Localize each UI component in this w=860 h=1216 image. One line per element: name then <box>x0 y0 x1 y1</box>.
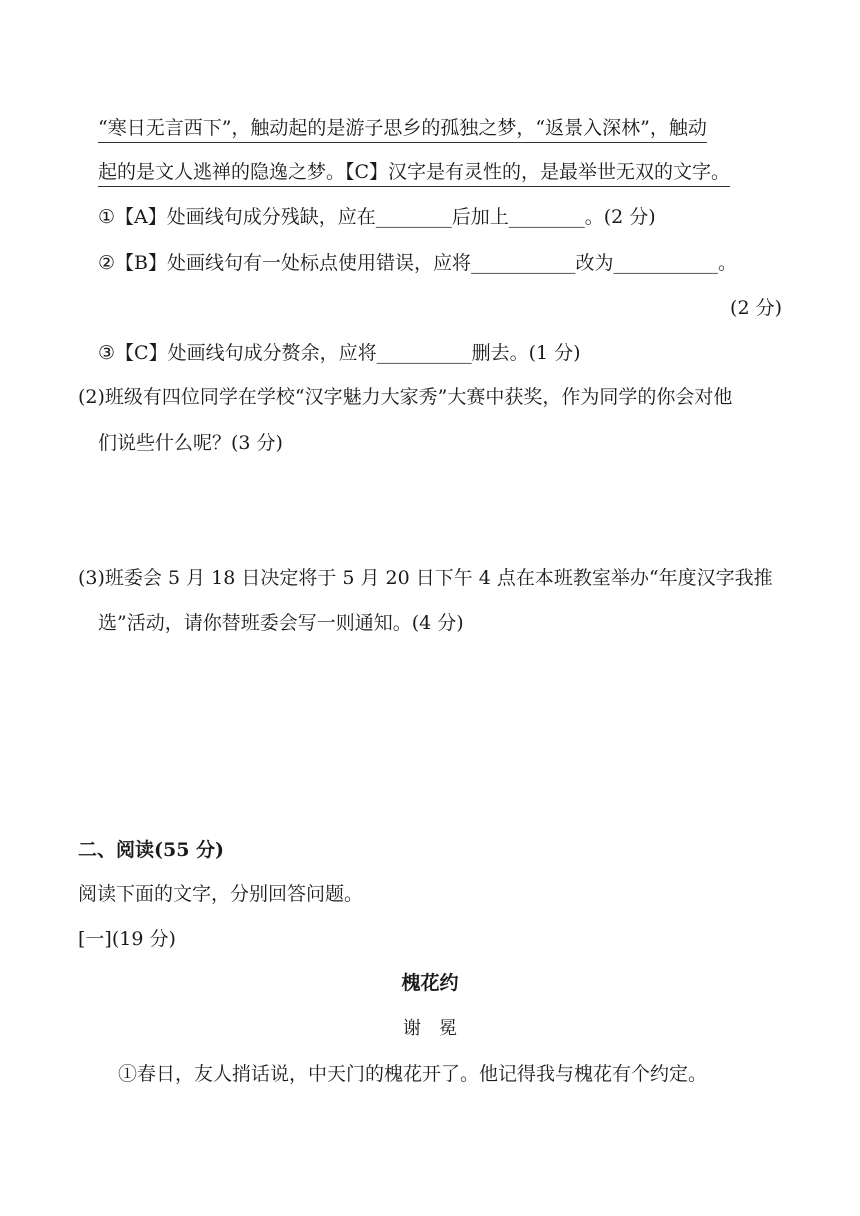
question-3-line-2: 选”活动，请你替班委会写一则通知。(4 分) <box>98 612 464 634</box>
passage-line-2 <box>98 160 730 184</box>
passage-line-1 <box>98 116 707 140</box>
question-item-1: ①【A】处画线句成分残缺，应在________后加上________。(2 分) <box>98 206 656 228</box>
underlined-sentence-b: “寒日无言西下”，触动起的是游子思乡的孤独之梦，“返景入深林”，触动 <box>98 117 707 143</box>
question-item-2: ②【B】处画线句有一处标点使用错误，应将___________改为___________。 <box>98 252 737 274</box>
article-author: 谢 冕 <box>403 1018 457 1039</box>
section-instruction: 阅读下面的文字，分别回答问题。 <box>78 883 364 905</box>
underlined-sentence-c: 起的是文人逃禅的隐逸之梦。【C】汉字是有灵性的，是最举世无双的文字。 <box>98 161 730 187</box>
question-item-2-score: (2 分) <box>730 297 782 319</box>
article-paragraph-1: ①春日，友人捎话说，中天门的槐花开了。他记得我与槐花有个约定。 <box>118 1063 708 1085</box>
question-2-line-1: (2)班级有四位同学在学校“汉字魅力大家秀”大赛中获奖，作为同学的你会对他 <box>78 386 733 408</box>
question-item-3: ③【C】处画线句成分赘余，应将__________删去。(1 分) <box>98 342 581 364</box>
part-label: [一](19 分) <box>78 928 176 950</box>
section-heading: 二、阅读(55 分) <box>78 839 225 861</box>
question-2-line-2: 们说些什么呢？(3 分) <box>98 432 283 454</box>
article-title: 槐花约 <box>401 972 459 994</box>
question-3-line-1: (3)班委会 5 月 18 日决定将于 5 月 20 日下午 4 点在本班教室举办“年度汉字我推 <box>78 567 773 589</box>
